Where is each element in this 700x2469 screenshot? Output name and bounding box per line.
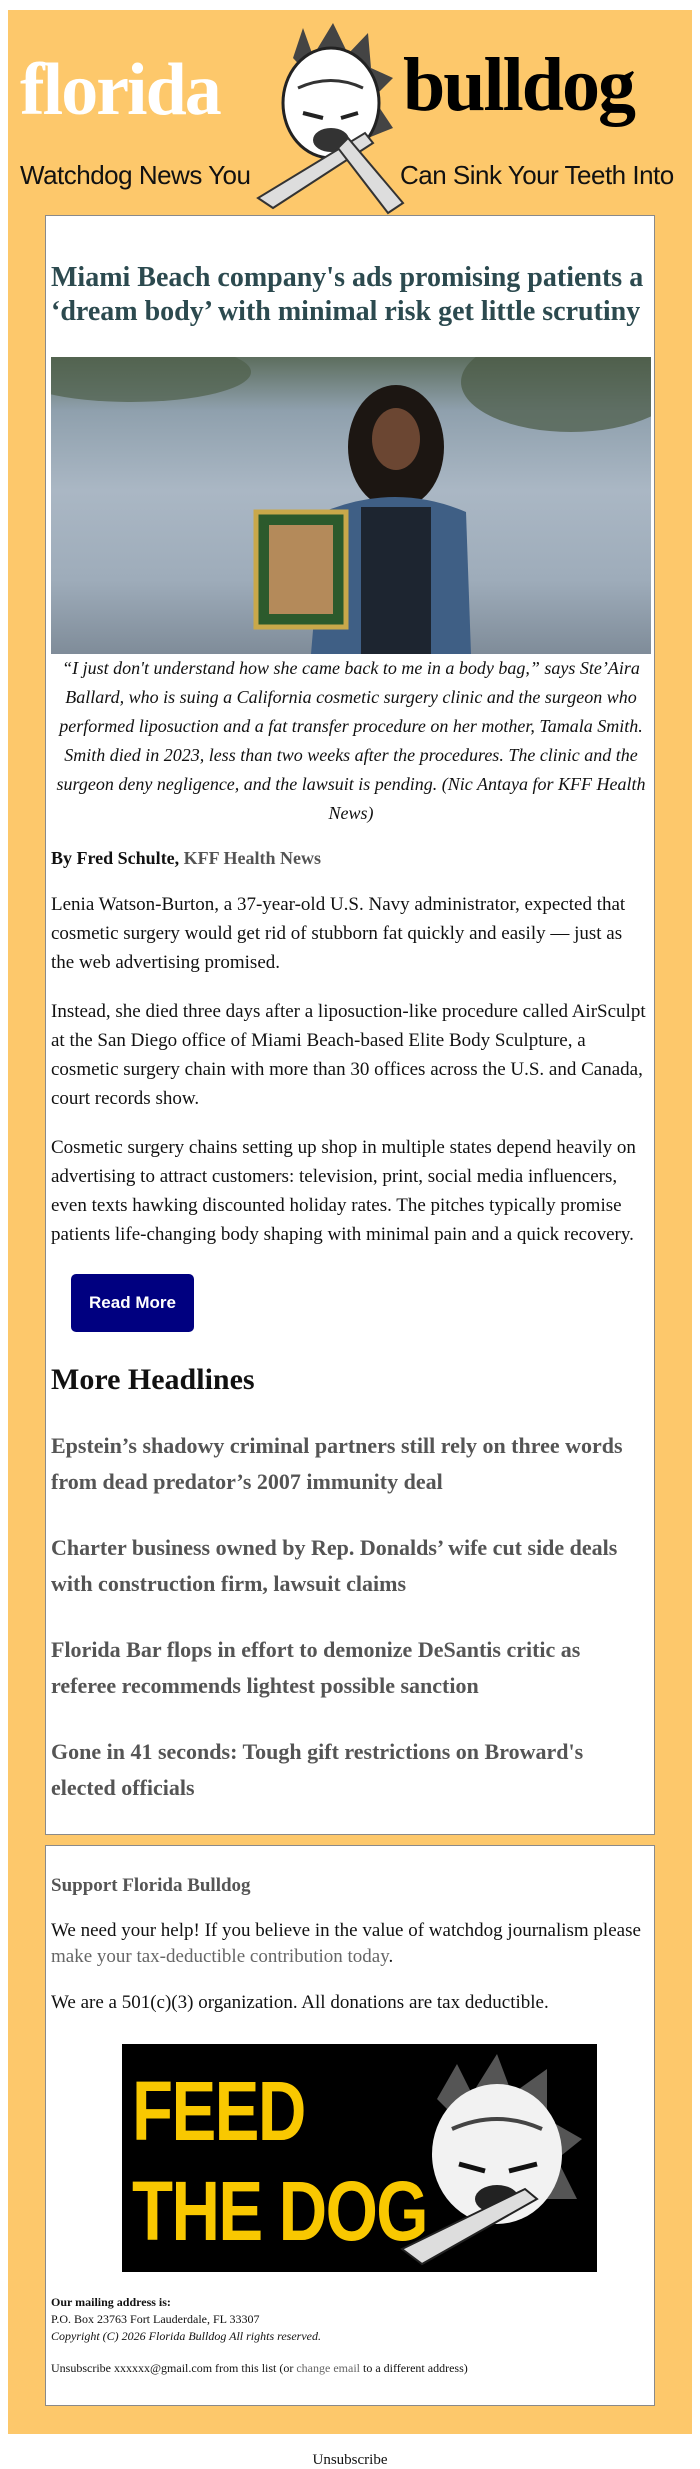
bulldog-icon xyxy=(253,18,408,218)
mailing-label: Our mailing address is: xyxy=(51,2295,171,2309)
article-paragraph: Instead, she died three days after a liposuction-like procedure called AirSculpt at the San Diego office of Miami Beach-based Elite Body Sculpture, a cosmetic surgery chain with more than 30 offices across the U.S. and Canada, court records show. xyxy=(51,1001,646,1109)
headline-link[interactable]: Gone in 41 seconds: Tough gift restrictions on Broward's elected officials xyxy=(51,1739,584,1800)
newsletter-container xyxy=(8,10,692,2434)
support-heading: Support Florida Bulldog xyxy=(51,1875,251,1896)
feed-the-dog-banner[interactable] xyxy=(122,2044,597,2272)
article-paragraph: Lenia Watson-Burton, a 37-year-old U.S. Navy administrator, expected that cosmetic surgery would get rid of stubborn fat quickly and easily — just as the web advertising promised. xyxy=(51,894,626,973)
unsubscribe-notice xyxy=(51,2360,649,2377)
unsub-text-end: to a different address) xyxy=(360,2361,468,2375)
article-paragraph: Cosmetic surgery chains setting up shop in multiple states depend heavily on advertising to attract customers: television, print, social media influencers, even texts hawking discounted holiday rates. The pitches typically promise patients life-changing body shaping with minimal pain and a quick recovery. xyxy=(51,1137,636,1245)
headline-link[interactable]: Florida Bar flops in effort to demonize DeSantis critic as referee recommends lightest possible sanction xyxy=(51,1637,581,1698)
change-email-link[interactable]: change email xyxy=(296,2361,360,2375)
byline xyxy=(51,846,649,870)
article-title[interactable]: Miami Beach company's ads promising patients a ‘dream body’ with minimal risk get little scrutiny xyxy=(51,262,644,327)
support-text-end: . xyxy=(388,1946,394,1967)
headline-link[interactable]: Epstein’s shadowy criminal partners still rely on three words from dead predator’s 2007 immunity deal xyxy=(51,1433,623,1494)
nonprofit-statement: We are a 501(c)(3) organization. All donations are tax deductible. xyxy=(51,1992,549,2013)
copyright: Copyright (C) 2026 Florida Bulldog All rights reserved. xyxy=(51,2329,321,2343)
logo-tagline-left: Watchdog News You xyxy=(20,160,251,190)
article-photo[interactable] xyxy=(51,357,651,654)
florida-bulldog-logo[interactable] xyxy=(8,10,692,215)
byline-source-link[interactable]: KFF Health News xyxy=(183,848,321,868)
headline-link[interactable]: Charter business owned by Rep. Donalds’ wife cut side deals with construction firm, lawsuit claims xyxy=(51,1535,618,1596)
support-card xyxy=(45,1845,655,2406)
logo-word-bulldog: bulldog xyxy=(403,43,635,127)
support-text: We need your help! If you believe in the value of watchdog journalism please xyxy=(51,1920,641,1941)
article-card xyxy=(45,215,655,1835)
logo-tagline-right: Can Sink Your Teeth Into xyxy=(400,160,674,190)
photo-caption: “I just don't understand how she came back to me in a body bag,” says Ste’Aira Ballard, who is suing a California cosmetic surgery clinic and the surgeon who performed liposuction and a fat transfer procedure on her mother, Tamala Smith. Smith died in 2023, less than two weeks after the procedures. The clinic and the surgeon deny negligence, and the lawsuit is pending. (Nic Antaya for KFF Health News) xyxy=(56,658,646,823)
bulldog-icon xyxy=(397,2049,597,2269)
unsub-text: Unsubscribe xxxxxx@gmail.com from this list (or xyxy=(51,2361,297,2375)
logo-word-florida: florida xyxy=(20,49,220,131)
unsubscribe-link[interactable]: Unsubscribe xyxy=(312,2452,388,2468)
byline-author: By Fred Schulte, xyxy=(51,848,184,868)
mailing-address: P.O. Box 23763 Fort Lauderdale, FL 33307 xyxy=(51,2312,260,2326)
more-headlines-heading: More Headlines xyxy=(51,1363,255,1396)
banner-line-1: FEED xyxy=(132,2064,305,2158)
photo-illustration xyxy=(51,357,651,654)
donate-link[interactable]: make your tax-deductible contribution today xyxy=(51,1946,389,1967)
read-more-button[interactable]: Read More xyxy=(71,1274,194,1332)
banner-line-2: THE DOG xyxy=(132,2164,427,2258)
support-paragraph xyxy=(51,1918,646,1970)
